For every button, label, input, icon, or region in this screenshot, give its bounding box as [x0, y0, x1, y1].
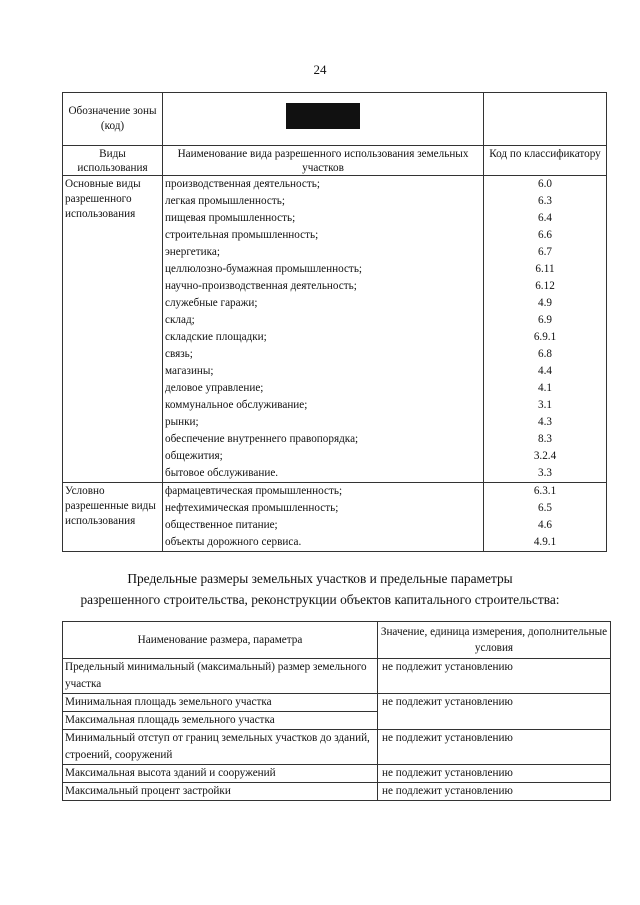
use-code: 3.3 — [538, 467, 552, 479]
use-code: 4.9 — [538, 297, 552, 309]
group-main-codes — [484, 176, 607, 483]
use-code: 6.6 — [538, 229, 552, 241]
use-name: связь; — [165, 348, 193, 360]
group-label-conditional: Условно разрешенные виды использования — [63, 483, 163, 552]
use-name: научно-производственная деятельность; — [165, 280, 357, 292]
use-name: строительная промышленность; — [165, 229, 319, 241]
zone-code-cell — [163, 93, 484, 146]
param-name: Максимальная высота зданий и сооружений — [63, 765, 378, 783]
group-conditional — [63, 483, 607, 552]
use-name: общественное питание; — [165, 519, 278, 531]
use-code: 4.1 — [538, 382, 552, 394]
section-heading-line: Предельные размеры земельных участков и предельные параметры — [127, 571, 513, 586]
group-main — [63, 176, 607, 483]
group-conditional-names — [163, 483, 484, 552]
use-name: складские площадки; — [165, 331, 267, 343]
param-value: не подлежит установлению — [378, 730, 611, 765]
params-row — [63, 694, 611, 712]
param-value: не подлежит установлению — [378, 783, 611, 801]
use-name: обеспечение внутреннего правопорядка; — [165, 433, 359, 445]
use-code: 8.3 — [538, 433, 552, 445]
zone-empty-cell — [484, 93, 607, 146]
use-code: 4.3 — [538, 416, 552, 428]
use-name: рынки; — [165, 416, 199, 428]
section-heading — [0, 568, 640, 610]
use-name: склад; — [165, 314, 195, 326]
use-name: магазины; — [165, 365, 214, 377]
use-code: 6.12 — [535, 280, 555, 292]
use-name: легкая промышленность; — [165, 195, 285, 207]
use-name: объекты дорожного сервиса. — [165, 536, 302, 548]
params-header-name: Наименование размера, параметра — [63, 622, 378, 659]
params-row — [63, 783, 611, 801]
group-label-main: Основные виды разрешенного использования — [63, 176, 163, 483]
params-row — [63, 730, 611, 765]
use-code: 4.4 — [538, 365, 552, 377]
params-header-value: Значение, единица измерения, дополнительные условия — [378, 622, 611, 659]
param-name: Минимальный отступ от границ земельных участков до зданий, строений, сооружений — [63, 730, 378, 765]
zone-label: Обозначение зоны (код) — [63, 93, 163, 146]
use-name: деловое управление; — [165, 382, 264, 394]
zone-table — [62, 92, 607, 552]
use-code: 6.0 — [538, 178, 552, 190]
param-value: не подлежит установлению — [378, 694, 611, 730]
use-name: нефтехимическая промышленность; — [165, 502, 339, 514]
params-row — [63, 765, 611, 783]
use-name: бытовое обслуживание. — [165, 467, 279, 479]
param-value: не подлежит установлению — [378, 659, 611, 694]
use-name: целлюлозно-бумажная промышленность; — [165, 263, 363, 275]
param-name: Максимальный процент застройки — [63, 783, 378, 801]
use-name: производственная деятельность; — [165, 178, 320, 190]
use-code: 3.1 — [538, 399, 552, 411]
use-name: коммунальное обслуживание; — [165, 399, 308, 411]
use-code: 6.7 — [538, 246, 552, 258]
header-use-type: Виды использования — [63, 146, 163, 176]
use-code: 6.3.1 — [533, 485, 557, 497]
param-name: Максимальная площадь земельного участка — [63, 712, 378, 730]
zone-column-headers — [63, 146, 607, 176]
header-name: Наименование вида разрешенного использования земельных участков — [163, 146, 484, 176]
use-code: 6.4 — [538, 212, 552, 224]
use-code: 4.9.1 — [533, 536, 557, 548]
param-value: не подлежит установлению — [378, 765, 611, 783]
use-name: энергетика; — [165, 246, 220, 258]
use-code: 6.3 — [538, 195, 552, 207]
params-row — [63, 659, 611, 694]
use-code: 6.5 — [538, 502, 552, 514]
use-code: 3.2.4 — [533, 450, 557, 462]
use-code: 6.11 — [535, 263, 555, 275]
param-name: Минимальная площадь земельного участка — [63, 694, 378, 712]
use-name: пищевая промышленность; — [165, 212, 296, 224]
param-name: Предельный минимальный (максимальный) размер земельного участка — [63, 659, 378, 694]
group-conditional-codes — [484, 483, 607, 552]
section-heading-line: разрешенного строительства, реконструкции объектов капитального строительства: — [80, 592, 560, 607]
zone-header-row — [63, 93, 607, 146]
params-table — [62, 621, 611, 801]
use-code: 4.6 — [538, 519, 552, 531]
redacted-block — [286, 103, 360, 129]
header-code: Код по классификатору — [484, 146, 607, 176]
use-code: 6.8 — [538, 348, 552, 360]
use-name: фармацевтическая промышленность; — [165, 485, 343, 497]
use-code: 6.9 — [538, 314, 552, 326]
params-header-row — [63, 622, 611, 659]
group-main-names — [163, 176, 484, 483]
page-number: 24 — [313, 62, 327, 77]
use-name: общежития; — [165, 450, 223, 462]
use-code: 6.9.1 — [533, 331, 557, 343]
use-name: служебные гаражи; — [165, 297, 258, 309]
